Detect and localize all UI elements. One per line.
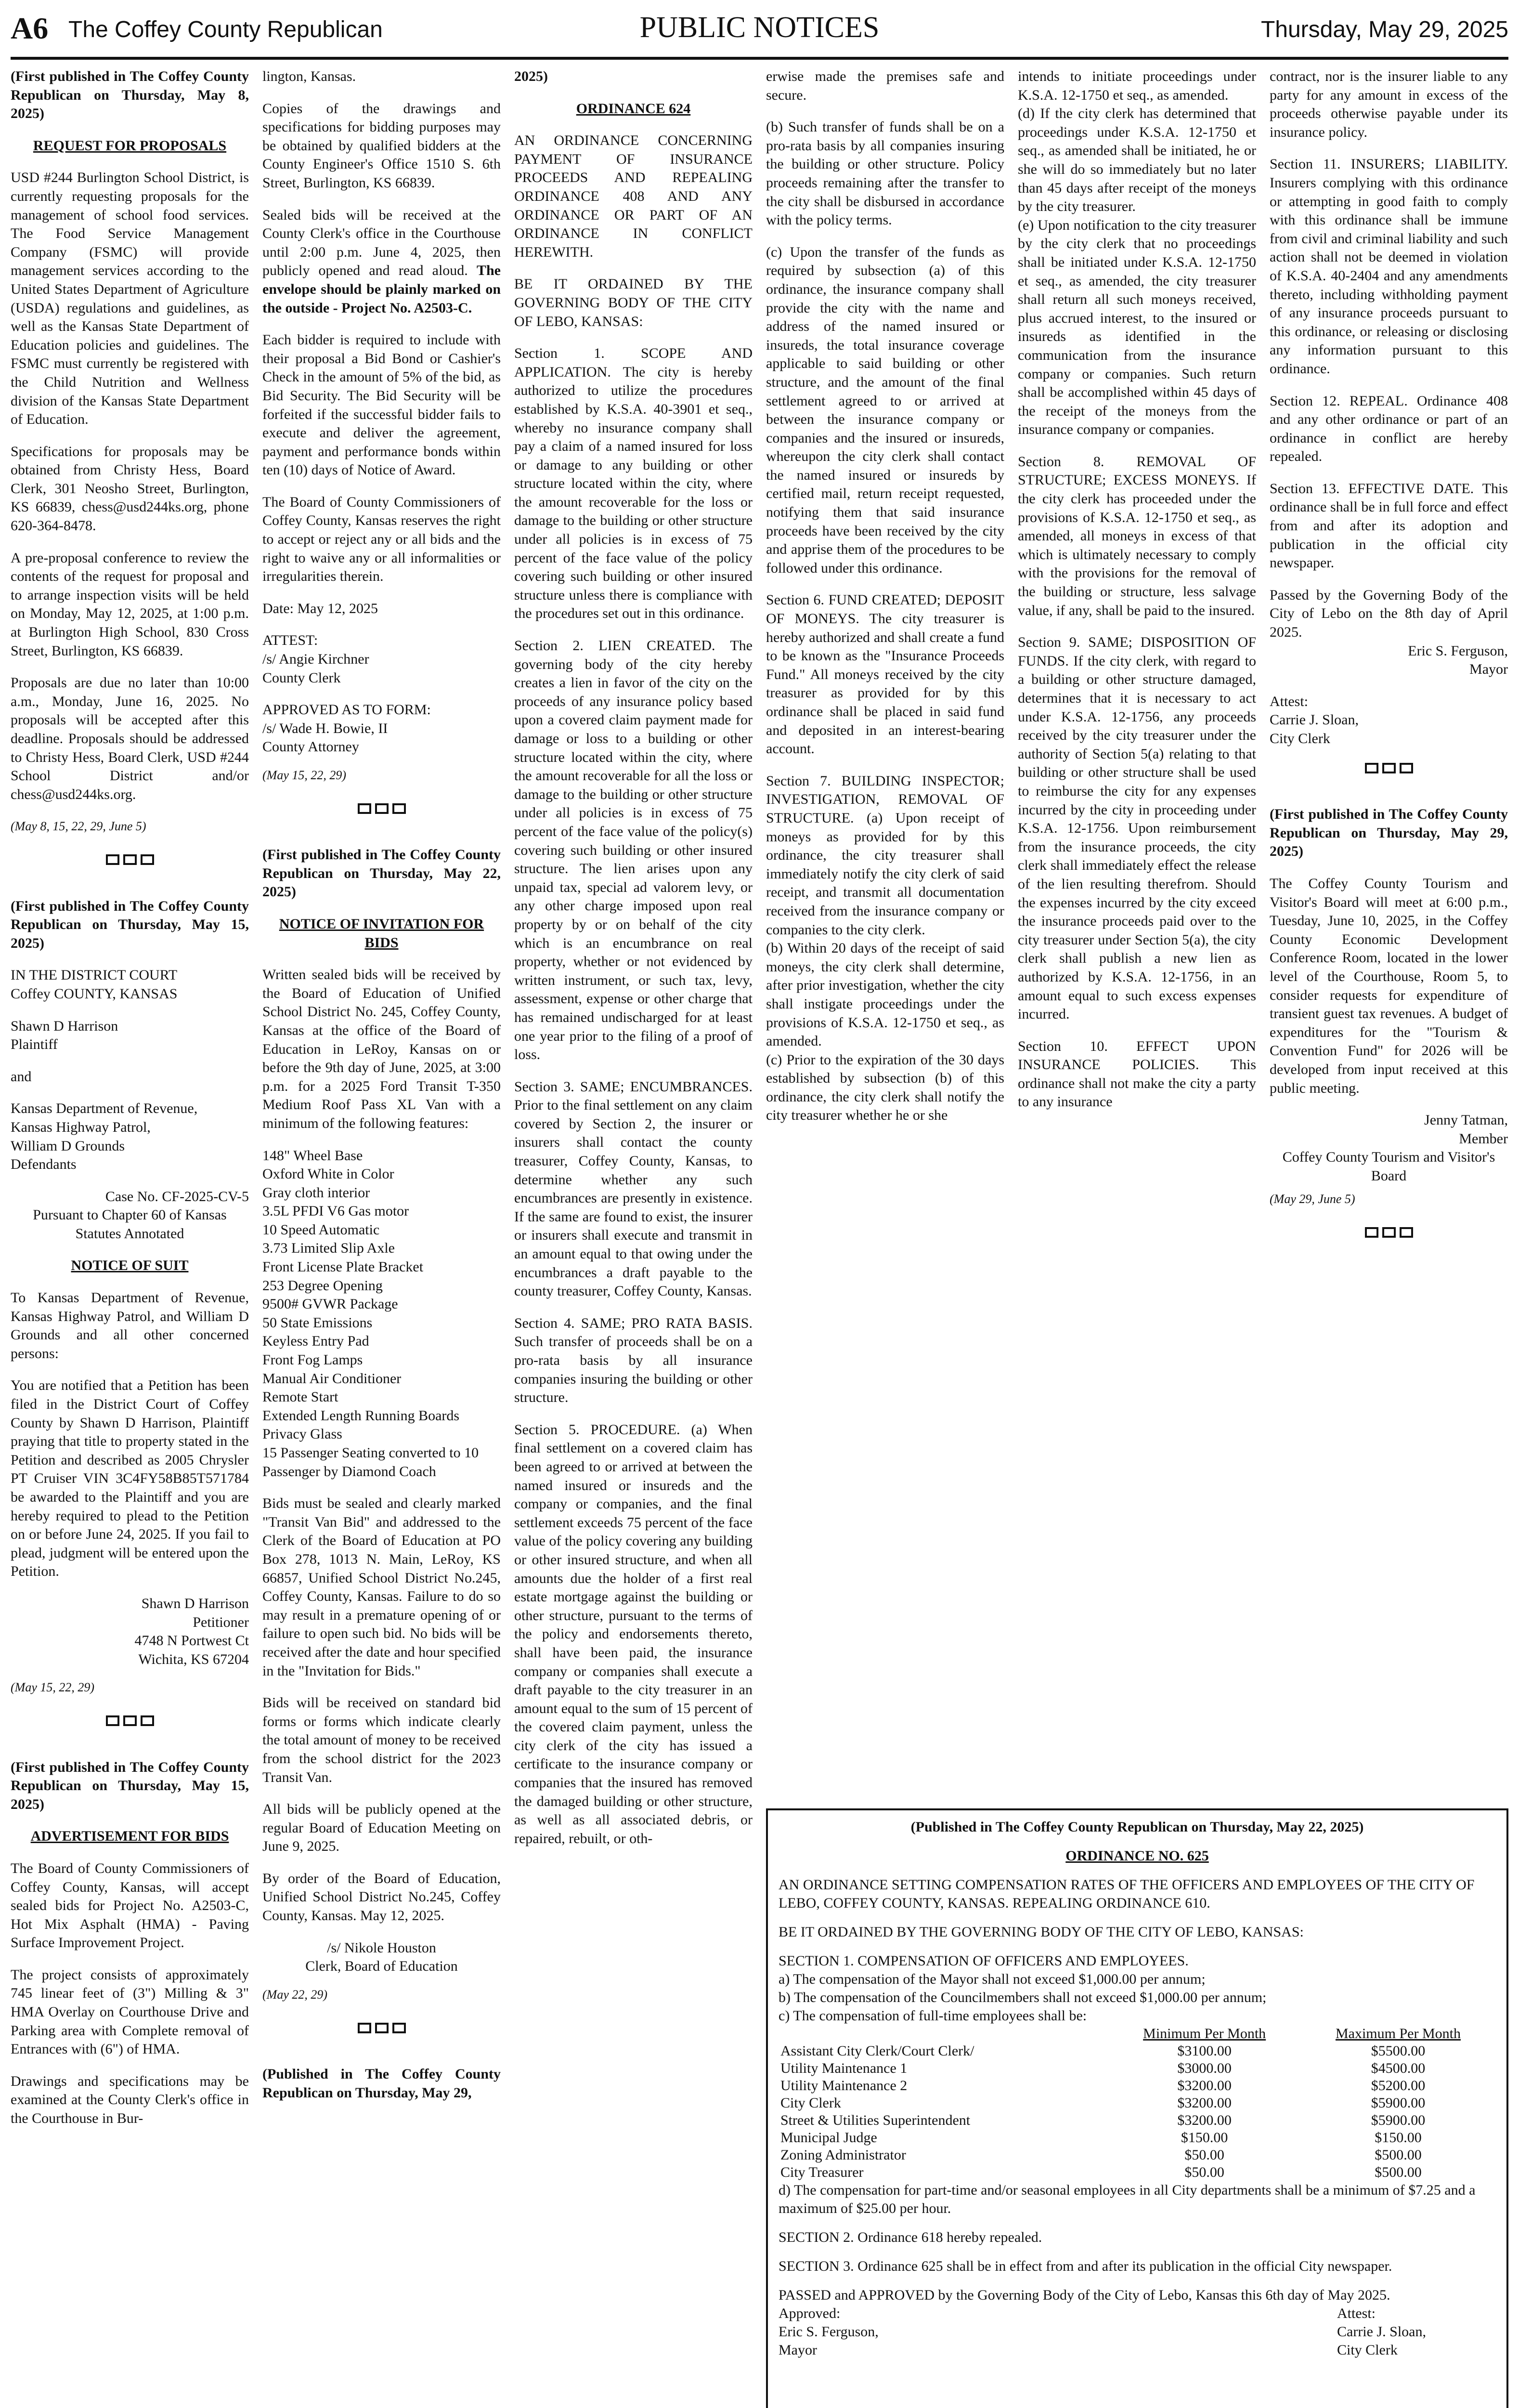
defendants-label: Defendants <box>11 1156 77 1173</box>
signature-row <box>779 2304 1496 2359</box>
notice-paragraph <box>262 206 501 318</box>
notice-paragraph: PASSED and APPROVED by the Governing Body of the City of Lebo, Kansas this 6th day of May 2025. <box>779 2287 1390 2303</box>
ordinance-section: Section 5. PROCEDURE. (a) When final settlement on a covered claim has been agreed to or arrived at between the named insured or insureds and the company or companies, and the final settlement exceeds 75 percent of the face value of the policy covering any building or other insured structure, and when all amounts due the holder of a first real estate mortgage against the building or other structure, pursuant to the terms of the policy and endorsements thereto, shall have been paid, the insurance company or companies shall execute a draft payable to the city treasurer in an amount equal to the sum of 15 percent of the covered claim payment, unless the city clerk of the city has issued a certificate to the insurance company or companies that the insured has removed the damaged building or other structure, as well as all associated debris, or repaired, rebuilt, or oth- <box>514 1421 753 1846</box>
section-separator-icon <box>11 1711 249 1729</box>
compensation-table <box>779 2025 1496 2181</box>
notice-pub-line: (Published in The Coffey County Republican on Thursday, May 29, <box>262 2066 501 2101</box>
bid-text: Sealed bids will be received at the County Clerk's office in the Courthouse until 2:00 p.m. June 4, 2025, then publicly opened and read aloud. <box>262 207 501 279</box>
section-1 <box>779 1952 1496 2025</box>
max-cell: $5900.00 <box>1371 2095 1426 2111</box>
signer-name: /s/ Nikole Houston <box>327 1939 436 1956</box>
column-6 <box>1270 67 1508 1801</box>
attest-block <box>1270 693 1508 748</box>
approved-label: Approved: <box>779 2305 841 2321</box>
feature-item: Front Fog Lamps <box>262 1352 363 1368</box>
bid-marking: The envelope should be plainly marked on the outside - Project No. A2503-C. <box>262 262 501 316</box>
approved-title: County Attorney <box>262 739 359 755</box>
notice-title: ADVERTISEMENT FOR BIDS <box>30 1828 229 1845</box>
table-row <box>779 2146 1496 2164</box>
section-heading: SECTION 1. COMPENSATION OF OFFICERS AND EMPLOYEES. <box>779 1953 1189 1969</box>
case-info <box>11 1188 249 1243</box>
clerk-signature <box>262 1939 501 1976</box>
notice-paragraph: Written sealed bids will be received by the Board of Education of Unified School District No. 245, Coffey County, Kansas at the office of the Board of Education in LeRoy, Kansas on or before the 9th day of June, 2025, at 3:00 p.m. for a 2025 Ford Transit T-350 Medium Roof Pass XL Van with a minimum of the following features: <box>262 967 501 1131</box>
attest-block <box>1337 2304 1496 2359</box>
signer-name: Eric S. Ferguson, <box>1408 642 1508 659</box>
signer-title: Petitioner <box>193 1614 249 1630</box>
min-cell: $150.00 <box>1181 2130 1228 2146</box>
approved-block <box>779 2304 879 2359</box>
section-item: b) The compensation of the Councilmembers shall not exceed $1,000.00 per annum; <box>779 1989 1267 2005</box>
max-cell: $500.00 <box>1375 2147 1422 2163</box>
notice-date: Date: May 12, 2025 <box>262 600 378 616</box>
defendant: Kansas Department of Revenue, <box>11 1100 198 1117</box>
attest-block <box>262 631 501 687</box>
max-cell: $150.00 <box>1375 2130 1422 2146</box>
section-separator-icon <box>262 2017 501 2036</box>
notice-paragraph: Copies of the drawings and specifications for bidding purposes may be obtained by qualified bidders at the County Engineer's Office 1510 S. 6th Street, Burlington, KS 66839. <box>262 100 501 191</box>
ordinance-section: Section 11. INSURERS; LIABILITY. Insurers complying with this ordinance or attempting in good faith to comply with this ordinance shall be immune from civil and criminal liability and such action shall not be deemed in violation of K.S.A. 40-2404 and any amendments thereto, including withholding payment of any insurance proceeds pursuant to this ordinance, or releasing or disclosing any information pursuant to this ordinance. <box>1270 156 1508 377</box>
notice-paragraph: d) The compensation for part-time and/or seasonal employees in all City departments shall be a minimum of $7.25 and a maximum of $25.00 per hour. <box>779 2182 1476 2216</box>
signer-title: Mayor <box>1469 661 1508 678</box>
case-number: Case No. CF-2025-CV-5 <box>105 1188 249 1204</box>
notice-paragraph: BE IT ORDAINED BY THE GOVERNING BODY OF THE CITY OF LEBO, KANSAS: <box>779 1924 1304 1940</box>
section-separator-icon <box>11 850 249 868</box>
plaintiff-label: Plaintiff <box>11 1036 58 1053</box>
table-header-position <box>779 2025 1108 2042</box>
notice-paragraph: Bids must be sealed and clearly marked "Transit Van Bid" and addressed to the Clerk of the Board of Education at PO Box 278, 1013 N. Main, LeRoy, KS 66857, Unified School District No.245, Coffey County, Kansas. Failure to do so may result in a premature opening of or failure to open such bid. No bids will be received after the date and hour specified in the "Invitation for Bids." <box>262 1495 501 1679</box>
notice-paragraph: The Coffey County Tourism and Visitor's Board will meet at 6:00 p.m., Tuesday, June 10, 2025, in the Coffey County Economic Development Conference Room, located in the lower level of the Courthouse, Room 5, to consider requests for expenditure of transient guest tax revenues. A budget of expenditures for the "Tourism & Convention Fund" for 2026 will be developed from input received at this public meeting. <box>1270 875 1508 1096</box>
notice-paragraph: The project consists of approximately 745 linear feet of (3") Milling & 3" HMA Overlay on Courthouse Drive and Parking area with Complete removal of Entrances with (6") of HMA. <box>11 1966 249 2057</box>
notice-paragraph: Passed by the Governing Body of the City of Lebo on the 8th day of April 2025. <box>1270 587 1508 641</box>
ordinance-section: Section 13. EFFECTIVE DATE. This ordinance shall be in full force and effect from and after its adoption and publication in the official city newspaper. <box>1270 480 1508 571</box>
notice-paragraph: Drawings and specifications may be examined at the County Clerk's office in the Courthouse in Bur- <box>11 2073 249 2127</box>
notice-paragraph: By order of the Board of Education, Unified School District No.245, Coffey County, Kansas. May 12, 2025. <box>262 1870 501 1924</box>
notice-paragraph: SECTION 2. Ordinance 618 hereby repealed. <box>779 2229 1042 2245</box>
signer-org: Coffey County Tourism and Visitor's Board <box>1282 1149 1495 1184</box>
paper-name: The Coffey County Republican <box>68 17 383 42</box>
max-cell: $5900.00 <box>1371 2112 1426 2128</box>
position-cell: Utility Maintenance 1 <box>780 2060 908 2076</box>
min-cell: $3000.00 <box>1177 2060 1232 2076</box>
ordinance-title: ORDINANCE NO. 625 <box>1065 1848 1209 1864</box>
attest-label: ATTEST: <box>262 632 318 649</box>
notice-paragraph: Each bidder is required to include with their proposal a Bid Bond or Cashier's Check in the amount of 5% of the bid, as Bid Security. The Bid Security will be forfeited if the successful bidder fails to execute and deliver the agreement, payment and performance bonds within ten (10) days of Notice of Award. <box>262 332 501 478</box>
table-row <box>779 2042 1496 2060</box>
min-cell: $3200.00 <box>1177 2095 1232 2111</box>
defendant: William D Grounds <box>11 1138 125 1154</box>
notice-pub-line: (Published in The Coffey County Republican on Thursday, May 22, 2025) <box>910 1819 1364 1835</box>
table-row <box>779 2112 1496 2129</box>
notice-paragraph: (c) Upon the transfer of the funds as required by subsection (a) of this ordinance, the insurance company shall provide the city with the name and address of the named insured or insureds, the total insurance coverage applicable to said building or other structure, and the amount of the final settlement agreed to or arrived at between the insurance company or companies and the insured or insureds, whereupon the city clerk shall contact the named insured or insureds by certified mail, return receipt requested, notifying them that said insurance proceeds have been received by the city and apprise them of the procedures to be followed under this ordinance. <box>766 244 1004 576</box>
notice-paragraph: contract, nor is the insurer liable to any party for any amount in excess of the proceeds otherwise payable under its insurance policy. <box>1270 68 1508 140</box>
defendant: Kansas Highway Patrol, <box>11 1119 151 1135</box>
section-separator-icon <box>1270 758 1508 777</box>
notice-paragraph: You are notified that a Petition has been filed in the District Court of Coffey County by Shawn D Harrison, Plaintiff praying that title to property stated in the Petition and described as 2005 Chrysler PT Cruiser VIN 3C4FY58B85T571784 be awarded to the Plaintiff and you are hereby required to plead to the Petition on or before June 24, 2025. If you fail to plead, judgment will be entered upon the Petition. <box>11 1377 249 1580</box>
notice-paragraph: AN ORDINANCE SETTING COMPENSATION RATES OF THE OFFICERS AND EMPLOYEES OF THE CITY OF LEBO, COFFEY COUNTY, KANSAS. REPEALING ORDINANCE 610. <box>779 1877 1475 1911</box>
notice-paragraph: (d) If the city clerk has determined that proceedings under K.S.A. 12-1750 et seq., as amended shall be initiated, he or she will do so immediately but no later than 45 days after receipt of the moneys by the city treasurer. <box>1018 105 1256 215</box>
attest-signer: /s/ Angie Kirchner <box>262 651 369 667</box>
notice-paragraph: Proposals are due no later than 10:00 a.m., Monday, June 16, 2025. No proposals will be accepted after this deadline. Proposals should be addressed to Christy Hess, Board Clerk, USD #244 School District and/or chess@usd244ks.org. <box>11 675 249 802</box>
table-header-min: Minimum Per Month <box>1143 2026 1266 2042</box>
notice-pub-line: (First published in The Coffey County Republican on Thursday, May 29, 2025) <box>1270 806 1508 860</box>
notice-paragraph: All bids will be publicly opened at the regular Board of Education Meeting on June 9, 2025. <box>262 1801 501 1855</box>
court-county: Coffey COUNTY, KANSAS <box>11 985 178 1002</box>
section-item: a) The compensation of the Mayor shall not exceed $1,000.00 per annum; <box>779 1971 1206 1987</box>
max-cell: $4500.00 <box>1371 2060 1426 2076</box>
table-header-max: Maximum Per Month <box>1335 2026 1461 2042</box>
table-row <box>779 2060 1496 2077</box>
approved-title: Mayor <box>779 2342 817 2358</box>
ordinance-section: Section 1. SCOPE AND APPLICATION. The city is hereby authorized to utilize the procedures established by K.S.A. 40-3901 et seq., whereby no insurance company shall pay a claim of a named insured for loss or damage to any building or other structure located within the city, where the amount recoverable for the loss or damage to the building or other structure under all policies is in excess of 75 percent of the face value of the policy covering such building or other insured structure unless there is compliance with the procedures set out in this ordinance. <box>514 345 753 622</box>
position-cell: City Treasurer <box>780 2164 864 2180</box>
position-cell: Assistant City Clerk/Court Clerk/ <box>780 2043 974 2059</box>
notice-paragraph: erwise made the premises safe and secure. <box>766 68 1004 103</box>
feature-item: 9500# GVWR Package <box>262 1296 398 1312</box>
feature-item: Keyless Entry Pad <box>262 1333 369 1349</box>
notice-title: NOTICE OF INVITATION FOR BIDS <box>279 916 484 951</box>
ordinance-section: Section 2. LIEN CREATED. The governing body of the city hereby creates a lien in favor of the city on the proceeds of any insurance policy based upon a covered claim payment made for damage or loss to a building or other structure located within the city, where the amount recoverable for all the loss or damage to the building or other structure under all policies is in excess of 75 percent of the face value of the policy(s) covering such building or other insured structure. The lien arises upon any unpaid tax, special ad valorem levy, or any other charge imposed upon real property by or on behalf of the city which is an encumbrance on real property, whether or not evidenced by written instrument, or such tax, levy, assessment, expense or other charge that has remained undischarged for at least one year prior to the filing of a proof of loss. <box>514 638 753 1063</box>
signer-name: Jenny Tatman, <box>1424 1112 1508 1128</box>
attest-title: County Clerk <box>262 669 341 686</box>
section-separator-icon <box>262 798 501 817</box>
column-3 <box>514 67 753 2408</box>
plaintiff-name: Shawn D Harrison <box>11 1018 118 1034</box>
notice-paragraph: The Board of County Commissioners of Coffey County, Kansas, will accept sealed bids for Project No. A2503-C, Hot Mix Asphalt (HMA) - Paving Surface Improvement Project. <box>11 1860 249 1951</box>
header-rule <box>11 57 1508 60</box>
attest-signer: Carrie J. Sloan, <box>1337 2324 1426 2340</box>
section-title: PUBLIC NOTICES <box>639 11 880 44</box>
max-cell: $5200.00 <box>1371 2078 1426 2094</box>
approved-signer: Eric S. Ferguson, <box>779 2324 879 2340</box>
notice-pub-line: (First published in The Coffey County Republican on Thursday, May 8, 2025) <box>11 68 249 122</box>
ordinance-section: (c) Prior to the expiration of the 30 days established by subsection (b) of this ordinance, the city clerk shall notify the city treasurer whether he or she <box>766 1051 1004 1124</box>
publication-dates: (May 15, 22, 29) <box>11 1680 95 1695</box>
notice-paragraph: The Board of County Commissioners of Coffey County, Kansas reserves the right to accept or reject any or all bids and the right to waive any or all informalities or irregularities therein. <box>262 494 501 585</box>
section-item: c) The compensation of full-time employees shall be: <box>779 2008 1087 2024</box>
notice-pub-line: 2025) <box>514 68 548 84</box>
signer-address: 4748 N Portwest Ct <box>134 1633 249 1649</box>
feature-item: Front License Plate Bracket <box>262 1259 424 1275</box>
attest-label: Attest: <box>1270 693 1308 709</box>
feature-item: Gray cloth interior <box>262 1184 370 1201</box>
court-caption <box>11 966 249 1003</box>
feature-item: Oxford White in Color <box>262 1166 394 1182</box>
table-row <box>779 2077 1496 2094</box>
member-signature <box>1270 1111 1508 1185</box>
ordinance-625-box <box>766 1808 1508 2408</box>
ordinance-section: Section 8. REMOVAL OF STRUCTURE; EXCESS MONEYS. If the city clerk has proceeded under the provisions of K.S.A. 12-1750 et seq., as amended, all moneys in excess of that which is ultimately necessary to comply with the provisions for the removal of the building or structure, less salvage value, if any, shall be paid to the insured. <box>1018 453 1256 618</box>
signer-name: Shawn D Harrison <box>141 1595 249 1611</box>
notice-paragraph: SECTION 3. Ordinance 625 shall be in effect from and after its publication in the official City newspaper. <box>779 2258 1392 2274</box>
approved-label: APPROVED AS TO FORM: <box>262 702 431 718</box>
min-cell: $50.00 <box>1184 2147 1224 2163</box>
ordinance-section: Section 3. SAME; ENCUMBRANCES. Prior to the final settlement on any claim covered by Section 2, the insurer or insurers shall contact the county treasurer, Coffey County, Kansas, to determine whether any such encumbrances are presently in existence. If the same are found to exist, the insurer or insurers shall execute and transmit in an amount equal to that owing under the encumbrances a draft payable to the county treasurer, Coffey County, Kansas. <box>514 1078 753 1299</box>
feature-item: 50 State Emissions <box>262 1314 373 1331</box>
notice-pub-line: (First published in The Coffey County Republican on Thursday, May 15, 2025) <box>11 1759 249 1812</box>
notice-paragraph: lington, Kansas. <box>262 68 356 84</box>
page-number: A6 <box>11 11 49 45</box>
notice-paragraph: intends to initiate proceedings under K.S.A. 12-1750 et seq., as amended. <box>1018 68 1256 103</box>
petitioner-signature <box>11 1595 249 1669</box>
plaintiff <box>11 1017 249 1054</box>
notice-paragraph: AN ORDINANCE CONCERNING PAYMENT OF INSURANCE PROCEEDS AND REPEALING ORDINANCE 408 AND ANY ORDINANCE OR PART OF AN ORDINANCE IN CONFLICT HEREWITH. <box>514 132 753 260</box>
feature-item: Extended Length Running Boards <box>262 1407 460 1424</box>
publication-dates: (May 29, June 5) <box>1270 1192 1355 1206</box>
ordinance-section: Section 10. EFFECT UPON INSURANCE POLICIES. This ordinance shall not make the city a party to any insurance <box>1018 1038 1256 1110</box>
publication-dates: (May 8, 15, 22, 29, June 5) <box>11 819 146 834</box>
feature-item: 10 Speed Automatic <box>262 1221 380 1238</box>
min-cell: $3200.00 <box>1177 2078 1232 2094</box>
feature-item: Privacy Glass <box>262 1426 342 1442</box>
defendants <box>11 1099 249 1174</box>
case-statute: Pursuant to Chapter 60 of Kansas Statutes Annotated <box>33 1207 227 1242</box>
position-cell: Zoning Administrator <box>780 2147 906 2163</box>
notice-pub-line: (First published in The Coffey County Republican on Thursday, May 15, 2025) <box>11 898 249 951</box>
ordinance-section: Section 4. SAME; PRO RATA BASIS. Such transfer of proceeds shall be on a pro-rata basis by all insurance companies insuring the building or other structure. <box>514 1315 753 1406</box>
max-cell: $500.00 <box>1375 2164 1422 2180</box>
signer-title: Clerk, Board of Education <box>305 1958 458 1975</box>
position-cell: City Clerk <box>780 2095 841 2111</box>
position-cell: Municipal Judge <box>780 2130 877 2146</box>
column-2 <box>262 67 501 2408</box>
position-cell: Utility Maintenance 2 <box>780 2078 908 2094</box>
feature-item: 148" Wheel Base <box>262 1147 363 1164</box>
page-header <box>11 0 1508 56</box>
signer-city: Wichita, KS 67204 <box>138 1651 249 1667</box>
ordinance-section: Section 9. SAME; DISPOSITION OF FUNDS. If the city clerk, with regard to a building or other structure damaged, determines that it is necessary to act under K.S.A. 12-1756, any proceeds received by the city treasurer under the authority of Section 5(a) relating to that building or other structure shall be used to reimburse the city for any expenses incurred by the city in proceeding under K.S.A. 12-1756. Upon reimbursement from the insurance proceeds, the city clerk shall immediately effect the release of the lien resulting therefrom. Should the expenses incurred by the city exceed the insurance proceeds paid over to the city treasurer under Section 5(a), the city clerk shall publish a new lien as authorized by K.S.A. 12-1756, in an amount equal to such excess expenses incurred. <box>1018 634 1256 1022</box>
table-row <box>779 2094 1496 2112</box>
notice-paragraph: To Kansas Department of Revenue, Kansas Highway Patrol, and William D Grounds and all other concerned persons: <box>11 1290 249 1361</box>
notice-paragraph: (b) Such transfer of funds shall be on a pro-rata basis by all companies insuring the building or other structure. Policy proceeds remaining after the transfer to the city shall be disbursed in accordance with the policy terms. <box>766 119 1004 228</box>
feature-item: 253 Degree Opening <box>262 1277 383 1294</box>
feature-item: Manual Air Conditioner <box>262 1370 402 1387</box>
notice-paragraph: (e) Upon notification to the city treasurer by the city clerk that no proceedings shall be initiated under K.S.A. 12-1750 et seq., as amended, the city treasurer shall return all such moneys received, plus accrued interest, to the insured or insureds as identified in the communication from the insurance company or companies. Such return shall be accomplished within 45 days of the receipt of the moneys from the insurance company or companies. <box>1018 217 1256 438</box>
ordinance-section: Section 6. FUND CREATED; DEPOSIT OF MONEYS. The city treasurer is hereby authorized and shall create a fund to be known as the "Insurance Proceeds Fund." All moneys received by the city treasurer as provided for by this ordinance shall be placed in said fund and deposited in an interest-bearing account. <box>766 592 1004 757</box>
feature-item: Remote Start <box>262 1389 338 1405</box>
column-4 <box>766 67 1004 1801</box>
mayor-signature <box>1270 642 1508 679</box>
attest-title: City Clerk <box>1337 2342 1398 2358</box>
court-name: IN THE DISTRICT COURT <box>11 967 178 983</box>
publication-dates: (May 15, 22, 29) <box>262 768 347 782</box>
notice-paragraph: Bids will be received on standard bid forms or forms which indicate clearly the total amount of money to be received from the school district for the 2023 Transit Van. <box>262 1695 501 1785</box>
notice-paragraph: BE IT ORDAINED BY THE GOVERNING BODY OF THE CITY OF LEBO, KANSAS: <box>514 276 753 329</box>
ordinance-section: Section 7. BUILDING INSPECTOR; INVESTIGATION, REMOVAL OF STRUCTURE. (a) Upon receipt of moneys as provided for by this ordinance, the city treasurer shall immediately notify the city clerk of said receipt, and transmit all documentation received from the insurance company or companies to the city clerk. <box>766 772 1004 938</box>
notice-paragraph: USD #244 Burlington School District, is currently requesting proposals for the management of school food services. The Food Service Management Company (FSMC) will provide management services according to the United States Department of Agriculture (USDA) regulations and guidelines, as well as the Kansas State Department of Education policies and guidelines. The FSMC must currently be registered with the Child Nutrition and Wellness division of the Kansas State Department of Education. <box>11 170 249 428</box>
ordinance-section: (b) Within 20 days of the receipt of said moneys, the city clerk shall determine, after prior investigation, whether the city shall instigate proceedings under the provisions of K.S.A. 12-1750 et seq., as amended. <box>766 940 1004 1049</box>
ordinance-title: ORDINANCE 624 <box>576 100 691 117</box>
feature-item: 3.5L PFDI V6 Gas motor <box>262 1203 409 1219</box>
notice-paragraph: A pre-proposal conference to review the contents of the request for proposal and to arrange inspection visits will be held on Monday, May 12, 2025, at 1:00 p.m. at Burlington High School, 830 Cross Street, Burlington, KS 66839. <box>11 550 249 659</box>
column-1 <box>11 67 249 2408</box>
attest-signer: Carrie J. Sloan, <box>1270 712 1359 728</box>
attest-label: Attest: <box>1337 2305 1376 2321</box>
approved-signer: /s/ Wade H. Bowie, II <box>262 720 388 736</box>
notice-title: REQUEST FOR PROPOSALS <box>33 137 227 154</box>
notice-paragraph: Specifications for proposals may be obtained from Christy Hess, Board Clerk, 301 Neosho Street, Burlington, KS 66839, chess@usd244ks.org, phone 620-364-8478. <box>11 443 249 534</box>
feature-item: 15 Passenger Seating converted to 10 Passenger by Diamond Coach <box>262 1445 479 1479</box>
notice-title: NOTICE OF SUIT <box>71 1257 189 1274</box>
column-5 <box>1018 67 1256 1801</box>
table-row <box>779 2129 1496 2146</box>
signer-title: Member <box>1459 1130 1508 1147</box>
min-cell: $3200.00 <box>1177 2112 1232 2128</box>
min-cell: $50.00 <box>1184 2164 1224 2180</box>
attest-title: City Clerk <box>1270 731 1330 746</box>
and-text: and <box>11 1068 32 1085</box>
notice-pub-line: (First published in The Coffey County Republican on Thursday, May 22, 2025) <box>262 847 501 900</box>
van-feature-list <box>262 1147 501 1481</box>
section-separator-icon <box>1270 1222 1508 1241</box>
position-cell: Street & Utilities Superintendent <box>780 2112 971 2128</box>
table-row <box>779 2164 1496 2181</box>
feature-item: 3.73 Limited Slip Axle <box>262 1240 395 1256</box>
issue-date: Thursday, May 29, 2025 <box>1260 17 1508 42</box>
approved-block <box>262 701 501 757</box>
publication-dates: (May 22, 29) <box>262 1987 328 2002</box>
ordinance-section: Section 12. REPEAL. Ordinance 408 and any other ordinance or part of an ordinance in conflict are hereby repealed. <box>1270 393 1508 465</box>
min-cell: $3100.00 <box>1177 2043 1232 2059</box>
max-cell: $5500.00 <box>1371 2043 1426 2059</box>
